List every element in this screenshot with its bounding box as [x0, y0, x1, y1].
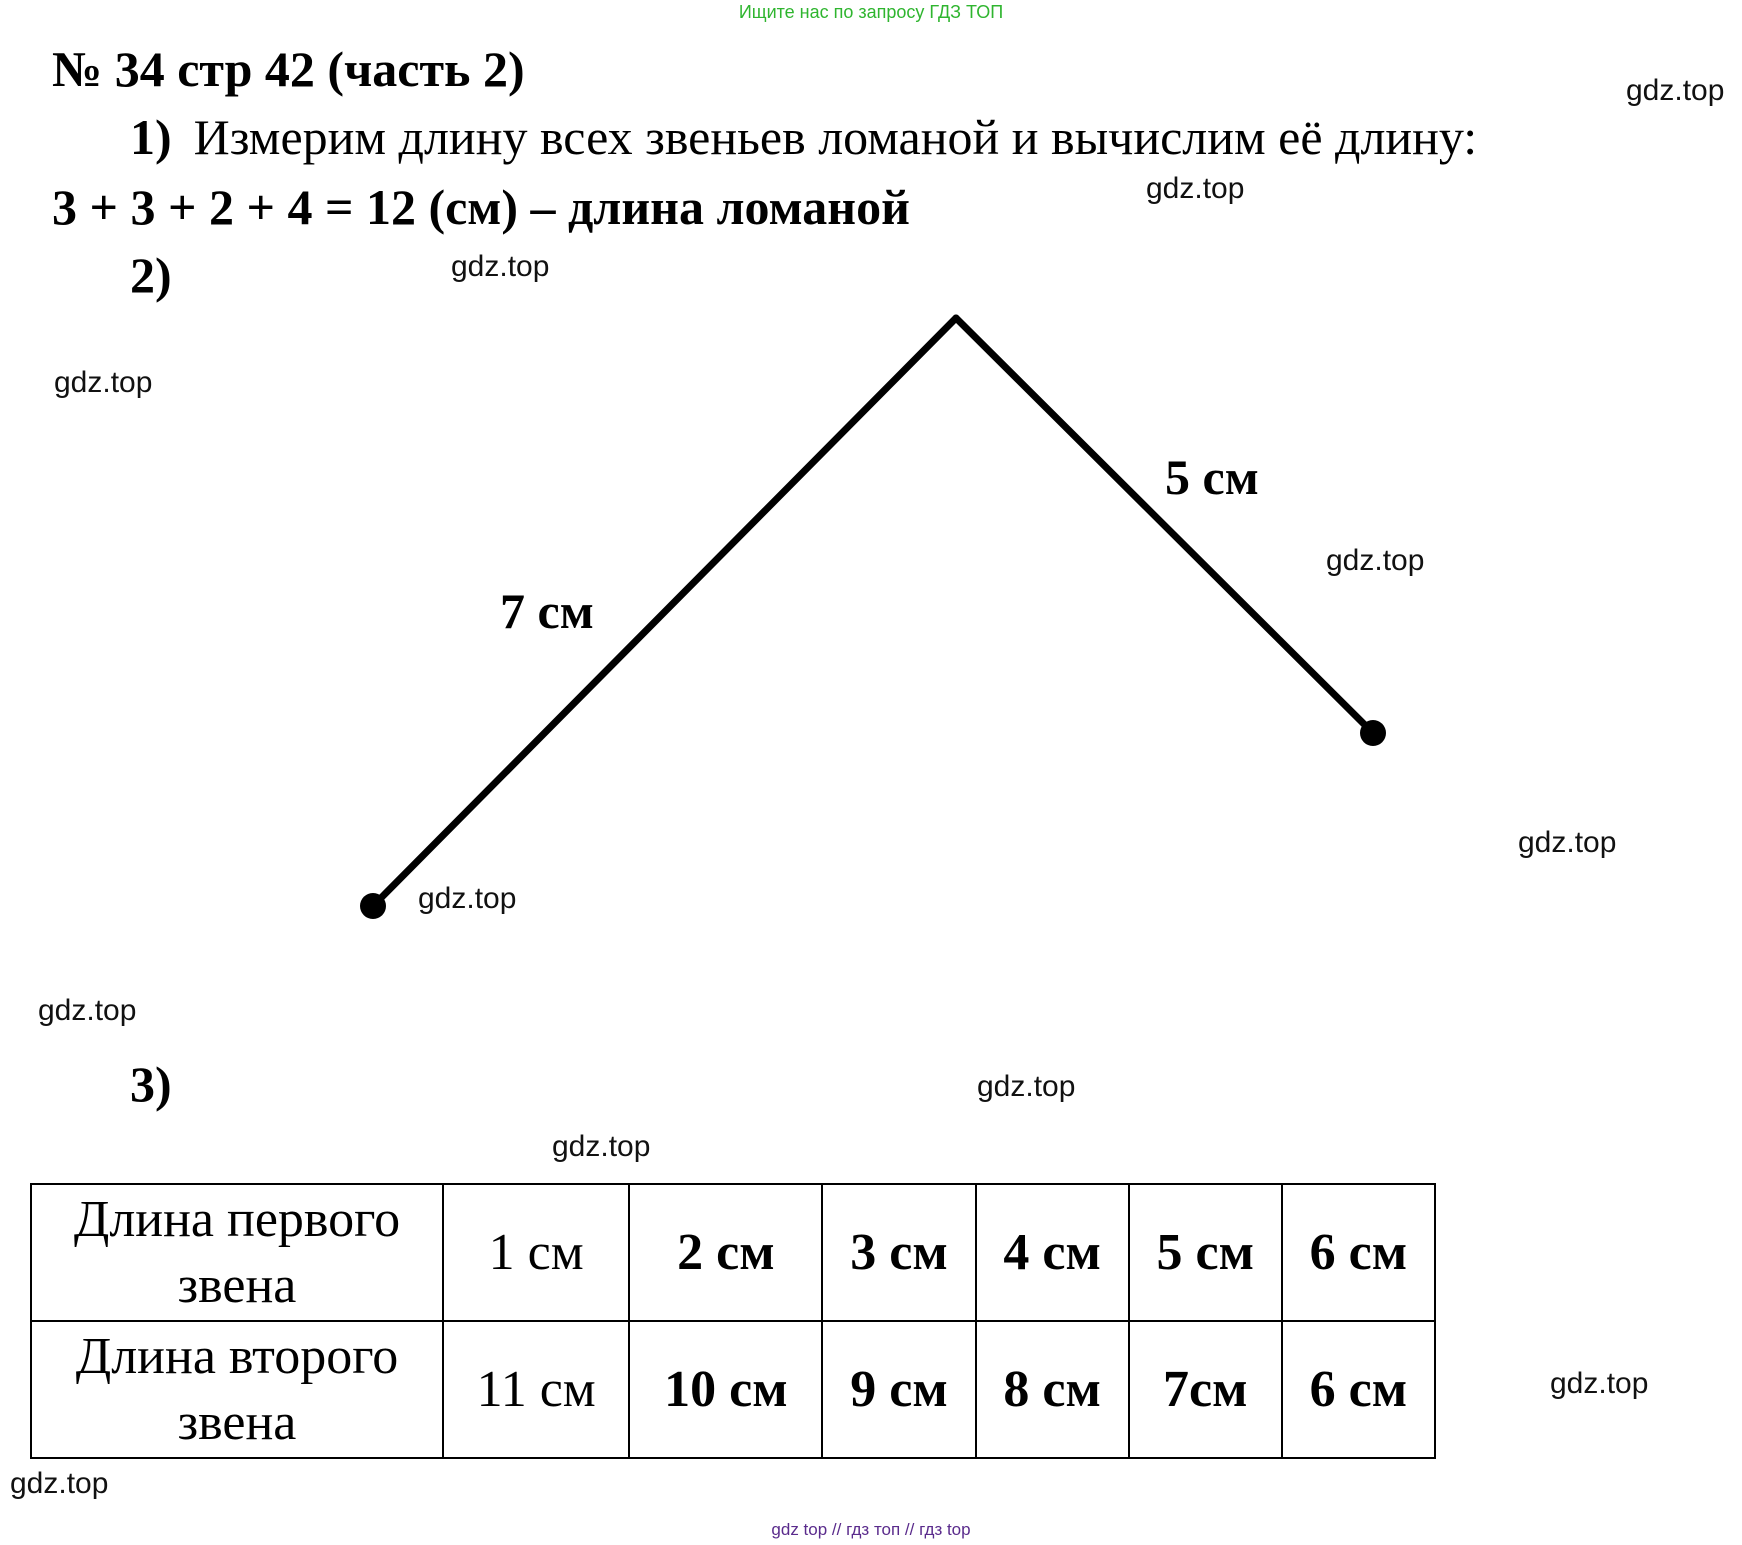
row-header: Длина первого звена: [31, 1184, 443, 1321]
table-cell: 3 см: [822, 1184, 975, 1321]
watermark: gdz.top: [10, 1467, 109, 1500]
top-banner: Ищите нас по запросу ГДЗ ТОП: [738, 2, 1004, 22]
page-title: № 34 стр 42 (часть 2): [52, 41, 525, 97]
table-cell: 9 см: [822, 1321, 975, 1458]
row-header: Длина второго звена: [31, 1321, 443, 1458]
table-cell: 6 см: [1282, 1321, 1435, 1458]
table-cell: 4 см: [976, 1184, 1129, 1321]
watermark: gdz.top: [54, 366, 153, 399]
segment-right-label: 5 см: [1165, 449, 1259, 505]
segment-left-label: 7 см: [500, 583, 594, 639]
endpoint-right: [1360, 720, 1386, 746]
watermark: gdz.top: [977, 1070, 1076, 1103]
endpoint-left: [360, 893, 386, 919]
table-cell: 8 см: [976, 1321, 1129, 1458]
table-cell: 11 см: [443, 1321, 629, 1458]
segment-left: [373, 318, 956, 906]
segment-right: [956, 318, 1373, 733]
part2-number: 2): [130, 247, 172, 303]
bottom-banner: gdz top // гдз топ // гдз top: [771, 1520, 971, 1539]
watermark: gdz.top: [418, 882, 517, 915]
watermark: gdz.top: [38, 994, 137, 1027]
watermark: gdz.top: [552, 1130, 651, 1163]
table-cell: 2 см: [629, 1184, 822, 1321]
watermark: gdz.top: [1146, 172, 1245, 205]
table-cell: 6 см: [1282, 1184, 1435, 1321]
table-cell: 5 см: [1129, 1184, 1282, 1321]
watermark: gdz.top: [1326, 544, 1425, 577]
part1-number: 1): [130, 109, 172, 165]
watermark: gdz.top: [1550, 1367, 1649, 1400]
table-cell: 1 см: [443, 1184, 629, 1321]
table-row: [31, 1321, 1435, 1458]
table-cell: 7см: [1129, 1321, 1282, 1458]
table-cell: 10 см: [629, 1321, 822, 1458]
segments-table: [30, 1183, 1436, 1459]
watermark: gdz.top: [1626, 74, 1725, 107]
table-row: [31, 1184, 1435, 1321]
part1-text: Измерим длину всех звеньев ломаной и вычислим её длину:: [193, 109, 1478, 165]
part1-result: 3 + 3 + 2 + 4 = 12 (см) – длина ломаной: [52, 179, 910, 235]
watermark: gdz.top: [1518, 826, 1617, 859]
watermark: gdz.top: [451, 250, 550, 283]
part3-number: 3): [130, 1056, 172, 1112]
